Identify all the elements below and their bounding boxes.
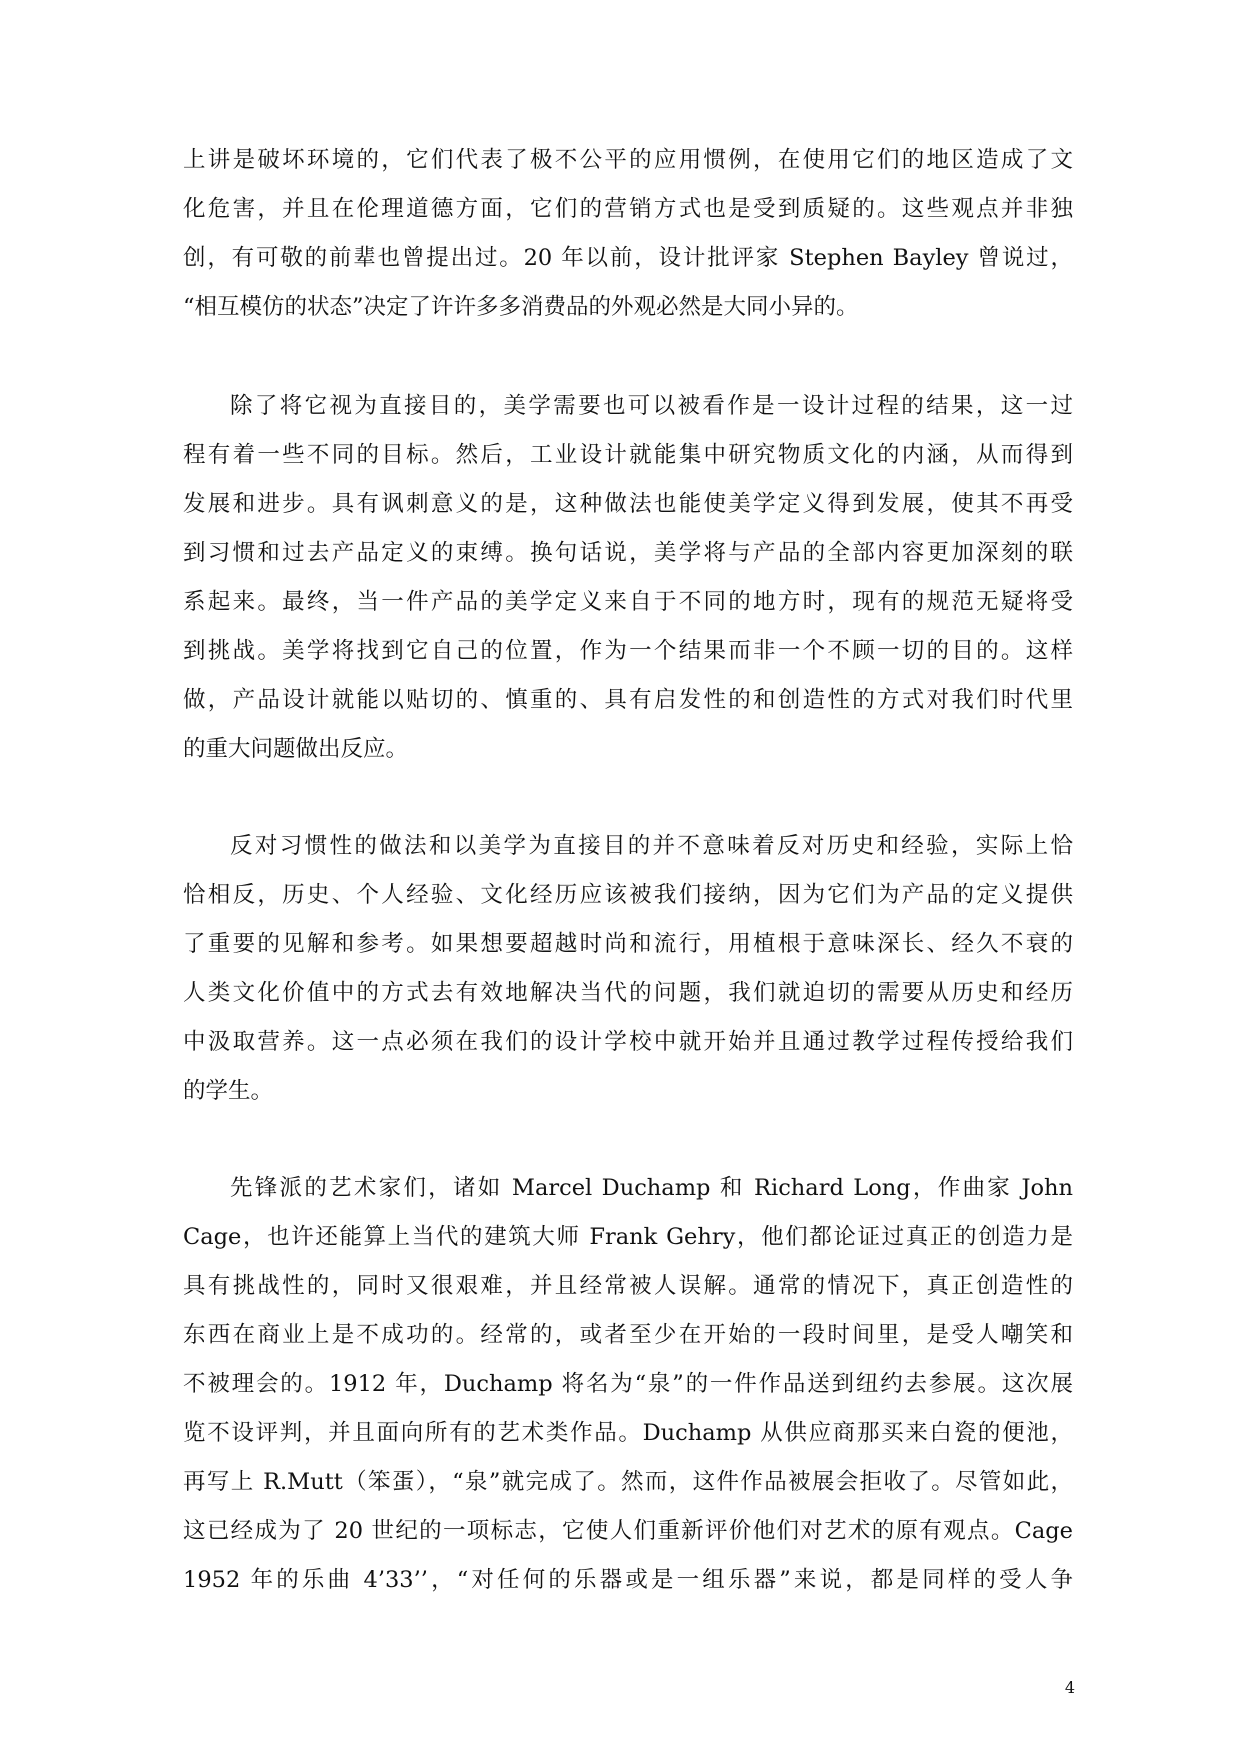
paragraph-1-line-4: “相互模仿的状态”决定了许许多多消费品的外观必然是大同小异的。 — [183, 294, 859, 320]
paragraph-4-line-1: 先锋派的艺术家们，诸如 Marcel Duchamp 和 Richard Long，作曲家 John — [230, 1175, 1073, 1201]
paragraph-4-line-6: 览不设评判，并且面向所有的艺术类作品。Duchamp 从供应商那买来白瓷的便池， — [183, 1420, 1073, 1446]
paragraph-3-line-3: 了重要的见解和参考。如果想要超越时尚和流行，用植根于意味深长、经久不衰的 — [183, 931, 1073, 957]
paragraph-1-line-2: 化危害，并且在伦理道德方面，它们的营销方式也是受到质疑的。这些观点并非独 — [183, 196, 1073, 222]
paragraph-2-line-6: 到挑战。美学将找到它自己的位置，作为一个结果而非一个不顾一切的目的。这样 — [183, 638, 1073, 664]
paragraph-4-line-9: 1952 年的乐曲 4’33’’，“对任何的乐器或是一组乐器”来说，都是同样的受人争 — [183, 1567, 1073, 1593]
paragraph-4-line-8: 这已经成为了 20 世纪的一项标志，它使人们重新评价他们对艺术的原有观点。Cage — [183, 1518, 1073, 1544]
paragraph-3-line-4: 人类文化价值中的方式去有效地解决当代的问题，我们就迫切的需要从历史和经历 — [183, 980, 1073, 1006]
paragraph-4-line-2: Cage，也许还能算上当代的建筑大师 Frank Gehry，他们都论证过真正的创造力是 — [183, 1224, 1073, 1250]
page-number: 4 — [1064, 1678, 1075, 1697]
paragraph-2-line-1: 除了将它视为直接目的，美学需要也可以被看作是一设计过程的结果，这一过 — [230, 393, 1073, 419]
paragraph-2-line-4: 到习惯和过去产品定义的束缚。换句话说，美学将与产品的全部内容更加深刻的联 — [183, 540, 1073, 566]
paragraph-4-line-7: 再写上 R.Mutt（笨蛋），“泉”就完成了。然而，这件作品被展会拒收了。尽管如此， — [183, 1469, 1073, 1495]
paragraph-2-line-5: 系起来。最终，当一件产品的美学定义来自于不同的地方时，现有的规范无疑将受 — [183, 589, 1073, 615]
paragraph-2-line-3: 发展和进步。具有讽刺意义的是，这种做法也能使美学定义得到发展，使其不再受 — [183, 491, 1073, 517]
paragraph-2-line-7: 做，产品设计就能以贴切的、慎重的、具有启发性的和创造性的方式对我们时代里 — [183, 687, 1073, 713]
paragraph-2-line-8: 的重大问题做出反应。 — [183, 736, 409, 762]
paragraph-1-line-3: 创，有可敬的前辈也曾提出过。20 年以前，设计批评家 Stephen Bayley 曾说过， — [183, 245, 1073, 271]
paragraph-3-line-6: 的学生。 — [183, 1078, 274, 1104]
paragraph-4-line-3: 具有挑战性的，同时又很艰难，并且经常被人误解。通常的情况下，真正创造性的 — [183, 1273, 1073, 1299]
paragraph-1-line-1: 上讲是破坏环境的，它们代表了极不公平的应用惯例，在使用它们的地区造成了文 — [183, 147, 1073, 173]
paragraph-2-line-2: 程有着一些不同的目标。然后，工业设计就能集中研究物质文化的内涵，从而得到 — [183, 442, 1073, 468]
paragraph-3-line-5: 中汲取营养。这一点必须在我们的设计学校中就开始并且通过教学过程传授给我们 — [183, 1029, 1073, 1055]
paragraph-4-line-4: 东西在商业上是不成功的。经常的，或者至少在开始的一段时间里，是受人嘲笑和 — [183, 1322, 1073, 1348]
paragraph-3-line-1: 反对习惯性的做法和以美学为直接目的并不意味着反对历史和经验，实际上恰 — [230, 833, 1073, 859]
paragraph-3-line-2: 恰相反，历史、个人经验、文化经历应该被我们接纳，因为它们为产品的定义提供 — [183, 882, 1073, 908]
paragraph-4-line-5: 不被理会的。1912 年，Duchamp 将名为“泉”的一件作品送到纽约去参展。这次展 — [183, 1371, 1073, 1397]
